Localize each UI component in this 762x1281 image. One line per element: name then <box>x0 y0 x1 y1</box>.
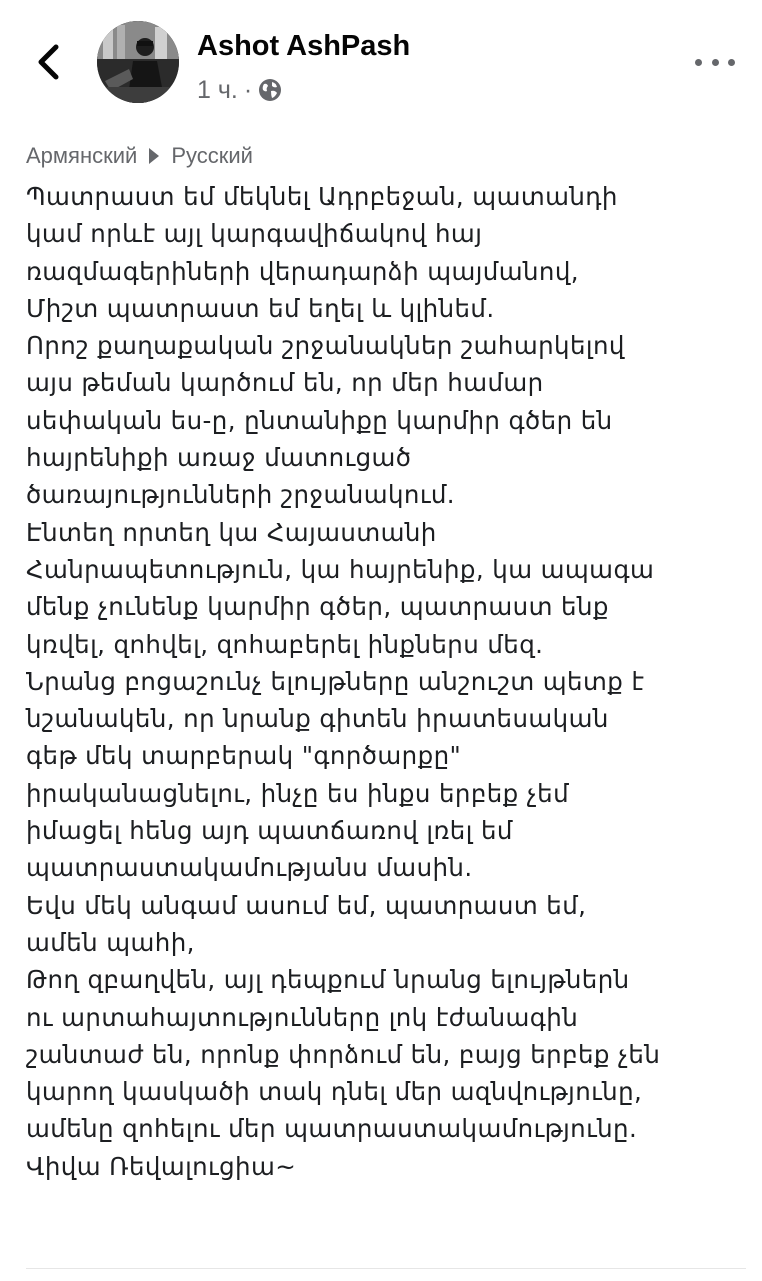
post-text-line: Վիվա Ռեվալուցիա~ <box>26 1151 297 1181</box>
post-text-line: Միշտ պատրաստ եմ եղել և կլինեմ. <box>26 293 495 323</box>
more-dot <box>695 59 702 66</box>
avatar-photo <box>97 21 179 103</box>
target-language[interactable]: Русский <box>171 143 253 168</box>
post-text-line: պատրաստակամությանս մասին. <box>26 853 473 883</box>
globe-icon[interactable] <box>258 78 282 102</box>
post-header <box>0 0 762 125</box>
post-text-line: շանտաժ են, որոնք փորձում են, բայց երբեք չեն <box>26 1039 661 1069</box>
meta-separator: · <box>243 75 253 104</box>
back-button[interactable] <box>28 40 68 84</box>
post-text-line: Էնտեղ որտեղ կա Հայաստանի <box>26 517 437 547</box>
author-name[interactable]: Ashot AshPash <box>197 30 411 62</box>
post-text-line: հայրենիքի առաջ մատուցած <box>26 443 412 473</box>
post-text-line: ռազմագերիների վերադարձի պայմանով, <box>26 256 579 286</box>
post-text-line: Պատրաստ եմ մեկնել Ադրբեջան, պատանդի <box>26 182 618 211</box>
post-text-line: իրականացնելու, ինչը ես ինքս երբեք չեմ <box>26 778 570 808</box>
post-text-line: Եվս մեկ անգամ ասում եմ, պատրաստ եմ, <box>26 890 587 920</box>
post-text-line: ամեն պահի, <box>26 927 195 957</box>
post-text-line: ծառայությունների շրջանակում. <box>26 480 455 510</box>
post-text-line: իմացել հենց այդ պատճառով լռել եմ <box>26 816 513 846</box>
post-text-line: Որոշ քաղաքական շրջանակներ շահարկելով <box>26 331 625 361</box>
source-language[interactable]: Армянский <box>26 143 138 168</box>
post-text-line: ու արտահայտությունները լոկ էժանագին <box>26 1002 579 1032</box>
play-arrow-icon <box>147 146 161 166</box>
post-text-line: կարող կասկածի տակ դնել մեր ազնվությունը, <box>26 1077 643 1107</box>
post-text-line: մենք չունենք կարմիր գծեր, պատրաստ ենք <box>26 592 609 622</box>
divider <box>26 1268 746 1281</box>
more-options-button[interactable] <box>695 52 735 72</box>
post-text-line: կռվել, զոհվել, զոհաբերել ինքներս մեզ. <box>26 629 544 659</box>
post-text-line: կամ որևէ այլ կարգավիճակով հայ <box>26 219 483 249</box>
post-text-line: ամենը զոհելու մեր պատրաստակամությունը. <box>26 1114 638 1144</box>
post-text-line: գեթ մեկ տարբերակ "գործարքը" <box>26 741 462 771</box>
post-text <box>26 178 746 1185</box>
post-text-line: նշանակեն, որ նրանք գիտեն իրատեսական <box>26 704 609 734</box>
post-text-line: Թող զբաղվեն, այլ դեպքում նրանց ելույթներն <box>26 965 630 995</box>
post-text-line: Նրանց բոցաշունչ ելույթները անշուշտ պետք է <box>26 666 645 696</box>
post-text-line: սեփական ես-ը, ընտանիքը կարմիր գծեր են <box>26 405 613 435</box>
more-dot <box>728 59 735 66</box>
post-meta <box>197 74 282 106</box>
chevron-left-icon <box>36 44 60 80</box>
post-time[interactable]: 1 ч. <box>197 75 238 104</box>
post-text-line: այս թեման կարծում են, որ մեր համար <box>26 368 544 398</box>
post-text-line: Հանրապետություն, կա հայրենիք, կա ապագա <box>26 554 655 584</box>
translation-bar <box>26 140 253 172</box>
avatar[interactable] <box>97 21 179 103</box>
more-dot <box>712 59 719 66</box>
